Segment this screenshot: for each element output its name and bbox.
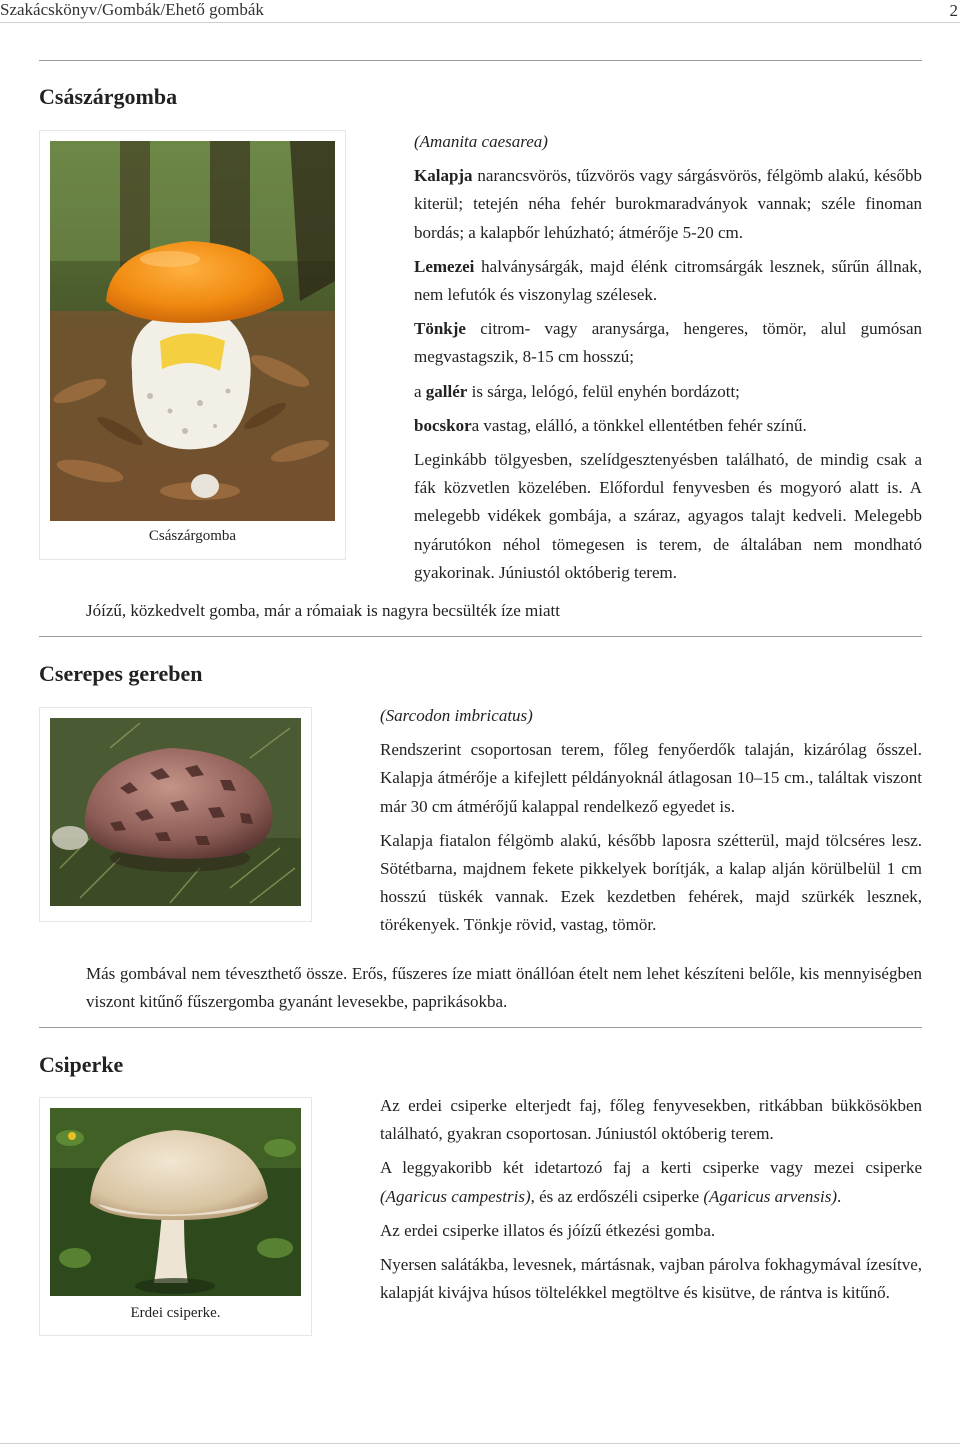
caesar-habitat: Leginkább tölgyesben, szelídgesztenyésben található, de mindig csak a fák közvetlen közelében. Előfordul fenyvesben és mogyoró alatt is. A melegebb vidékek gombája, a száraz, agyagos talajt kedveli. Melegebb nyárutókon néhol tömegesen is terem, de általában nem mondható gyakorinak. Júniustól októberig terem. — [414, 450, 922, 582]
caesar-ring-label: gallér — [425, 381, 468, 401]
section-title-csiperke: Csiperke — [39, 1052, 124, 1077]
caesar-volva-label: bocskor — [414, 415, 472, 435]
caesar-figure — [39, 130, 346, 560]
csiperke-p2-text-b: , és az erdőszéli csiperke — [530, 1186, 704, 1206]
footer-divider — [0, 1443, 960, 1444]
section-title-caesar: Császárgomba — [39, 84, 178, 109]
caesar-mushroom-photo — [50, 141, 335, 521]
header-divider — [0, 22, 960, 23]
gereben-latin-name: (Sarcodon imbricatus) — [380, 706, 533, 725]
page-number: 2 — [949, 1, 958, 20]
gereben-note: Más gombával nem téveszthető össze. Erős, fűszeres íze miatt önállóan ételt nem lehet készíteni belőle, kis mennyiségben viszont kitűnő fűszergomba gyanánt levesekbe, paprikásokba. — [86, 964, 922, 1012]
caesar-stem-text: citrom- vagy aranysárga, hengeres, tömör, alul gumósan megvastagszik, 8-15 cm hosszú; — [414, 319, 922, 367]
gereben-figure — [39, 707, 312, 922]
csiperke-mushroom-photo — [50, 1108, 301, 1296]
section-title-gereben: Cserepes gereben — [39, 661, 203, 686]
section-divider — [39, 60, 922, 61]
csiperke-p2-text-c: . — [837, 1186, 842, 1206]
section-divider — [39, 1027, 922, 1028]
caesar-ring-text: is sárga, lelógó, felül enyhén bordázott; — [467, 381, 740, 401]
caesar-photo-caption: Császárgomba — [148, 528, 237, 544]
caesar-ring-prefix: a — [414, 381, 426, 401]
csiperke-p2-text-a: A leggyakoribb két idetartozó faj a kerti csiperke vagy mezei csiperke — [380, 1158, 922, 1178]
caesar-latin-name: (Amanita caesarea) — [414, 132, 548, 151]
csiperke-figure — [39, 1097, 312, 1336]
gereben-paragraph-1: Rendszerint csoportosan terem, főleg fenyőerdők talaján, kizárólag ősszel. Kalapja átmérője a kifejlett példányoknál átlagosan 10–15 cm., találtak viszont már 30 cm átmérőjű kalappal rendelkező egyedet is. — [380, 740, 922, 816]
caesar-cap-label: Kalapja — [414, 166, 473, 186]
csiperke-paragraph-1: Az erdei csiperke elterjedt faj, főleg fenyvesekben, ritkábban bükkösökben található, gyakran csoportosan. Júniustól októberig terem. — [380, 1096, 922, 1144]
csiperke-paragraph-4: Nyersen salátákba, levesnek, mártásnak, vajban párolva fokhagymával ízesítve, kalapját kivájva húsos töltelékkel megtöltve és kisütve, de rántva is kitűnő. — [380, 1255, 922, 1303]
csiperke-paragraph-3: Az erdei csiperke illatos és jóízű étkezési gomba. — [380, 1220, 716, 1240]
caesar-stem-label: Tönkje — [414, 319, 466, 339]
caesar-description — [414, 128, 922, 593]
caesar-gills-text: halványsárgák, majd élénk citromsárgák lesznek, sűrűn állnak, nem lefutók és viszonylag szélesek. — [414, 256, 922, 305]
csiperke-description — [380, 1092, 922, 1313]
gereben-paragraph-2: Kalapja fiatalon félgömb alakú, később laposra szétterül, majd tölcséres lesz. Sötétbarna, majdnem fekete pikkelyek borítják, a kalap alján körülbelül 1 cm hosszú tüskék vannak. Ezek kezdetben fehérek, majd szürkék lesznek, törékenyek. Tönkje rövid, vastag, tömör. — [380, 830, 922, 935]
caesar-cap-text: narancsvörös, tűzvörös vagy sárgásvörös, félgömb alakú, később kiterül; tetején néha fehér burokmaradványok vannak; széle finoman bordás; a kalapbőr lehúzható; átmérője 5-20 cm. — [414, 166, 922, 242]
caesar-gills-label: Lemezei — [414, 256, 475, 276]
caesar-volva-text: a vastag, elálló, a tönkkel ellentétben fehér színű. — [471, 415, 807, 435]
csiperke-latin-arvensis: (Agaricus arvensis) — [703, 1186, 837, 1206]
page-header — [0, 0, 960, 24]
csiperke-latin-campestris: (Agaricus campestris) — [380, 1186, 531, 1206]
csiperke-paragraph-2 — [380, 1154, 922, 1210]
csiperke-photo-caption: Erdei csiperke. — [130, 1305, 221, 1321]
caesar-note: Jóízű, közkedvelt gomba, már a rómaiak is nagyra becsülték íze miatt — [86, 601, 560, 620]
section-divider — [39, 636, 922, 637]
gereben-mushroom-photo — [50, 718, 301, 906]
gereben-description — [380, 702, 922, 946]
breadcrumb: Szakácskönyv/Gombák/Ehető gombák — [0, 0, 264, 19]
